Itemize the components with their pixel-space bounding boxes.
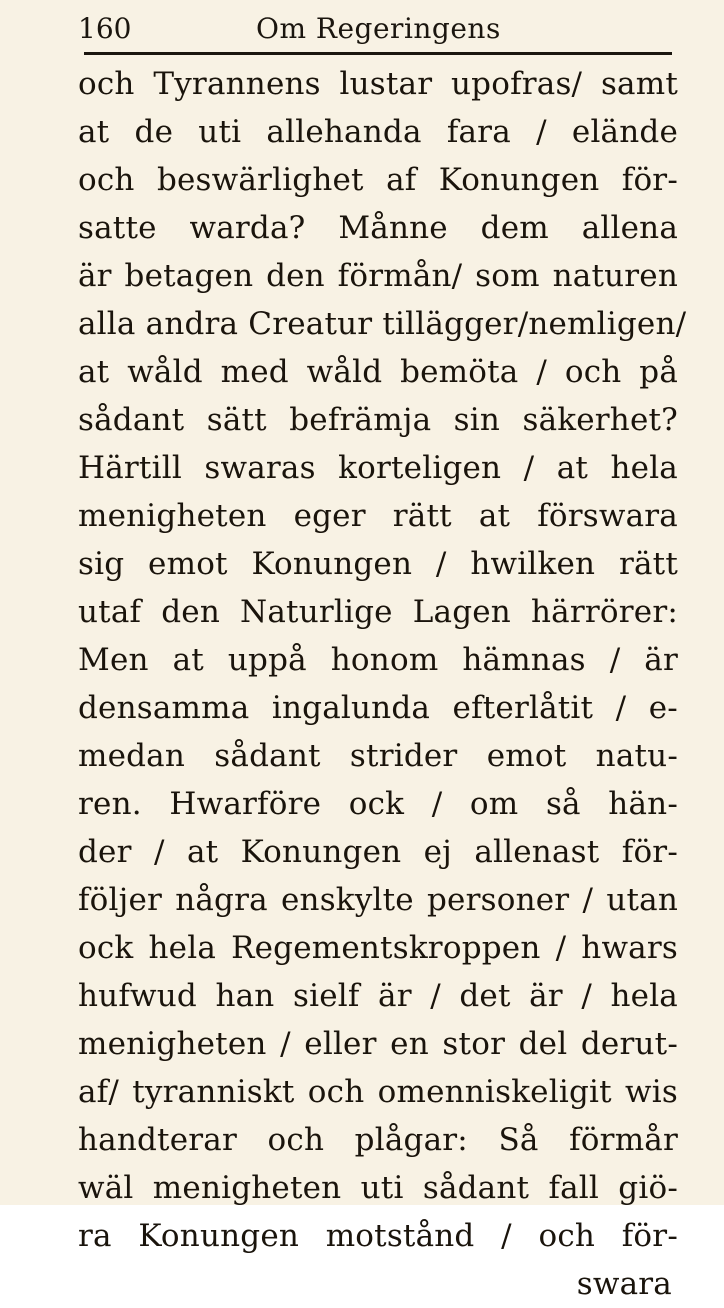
text-line: af/ tyranniskt och omenniskeligit wis: [78, 1074, 678, 1110]
text-line: följer några enskylte personer / utan: [78, 882, 678, 918]
text-line: sådant sätt befrämja sin säkerhet?: [78, 402, 678, 438]
running-title: Om Regeringens: [256, 12, 501, 45]
text-line: hufwud han sielf är / det är / hela: [78, 978, 678, 1014]
text-line: Men at uppå honom hämnas / är: [78, 642, 678, 678]
text-line: medan sådant strider emot natu-: [78, 738, 678, 774]
text-line: at wåld med wåld bemöta / och på: [78, 354, 678, 390]
text-line: menigheten / eller en stor del derut-: [78, 1026, 678, 1062]
text-line: alla andra Creatur tillägger/nemligen/: [78, 306, 687, 342]
text-line: och beswärlighet af Konungen för-: [78, 162, 678, 198]
header-rule: [84, 52, 672, 55]
text-line: sig emot Konungen / hwilken rätt: [78, 546, 678, 582]
catchword: swara: [576, 1266, 672, 1302]
text-line: Härtill swaras korteligen / at hela: [78, 450, 678, 486]
text-line: ock hela Regementskroppen / hwars: [78, 930, 678, 966]
text-line: wäl menigheten uti sådant fall giö-: [78, 1170, 678, 1206]
text-line: menigheten eger rätt at förswara: [78, 498, 678, 534]
text-line: är betagen den förmån/ som naturen: [78, 258, 678, 294]
text-line: der / at Konungen ej allenast för-: [78, 834, 678, 870]
text-line: handterar och plågar: Så förmår: [78, 1122, 678, 1158]
text-line: utaf den Naturlige Lagen härrörer:: [78, 594, 678, 630]
text-line: och Tyrannens lustar upofras/ samt: [78, 66, 678, 102]
page-number: 160: [78, 12, 132, 45]
text-line: densamma ingalunda efterlåtit / e-: [78, 690, 678, 726]
text-line: at de uti allehanda fara / elände: [78, 114, 678, 150]
running-head: [78, 8, 678, 50]
text-line: ren. Hwarföre ock / om så hän-: [78, 786, 678, 822]
text-line: ra Konungen motstånd / och för-: [78, 1218, 678, 1254]
text-line: satte warda? Månne dem allena: [78, 210, 678, 246]
body-text: [78, 60, 687, 1308]
